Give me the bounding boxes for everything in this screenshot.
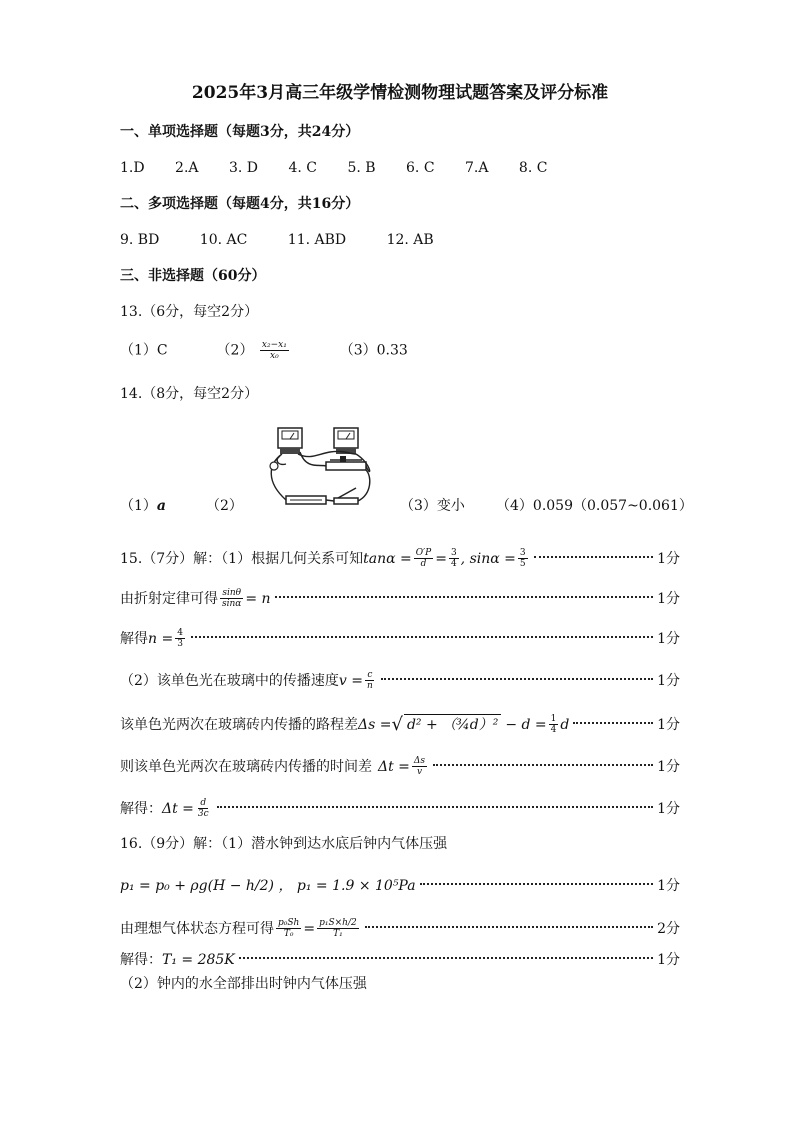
fraction-denominator: 4 — [450, 559, 457, 569]
fraction-denominator: v — [416, 767, 423, 777]
fraction-numerator: 3 — [519, 548, 526, 558]
q16-line-2-math: p₁ = p₀ + ρg(H − h/2) ， p₁ = 1.9 × 10⁵Pa — [120, 878, 416, 894]
q15-line-3-text: 解得 — [120, 630, 148, 647]
q15-line-6-text: 则该单色光两次在玻璃砖内传播的时间差 — [120, 758, 372, 775]
leader-dots — [381, 678, 653, 680]
fraction-denominator: 5 — [519, 559, 526, 569]
fraction — [276, 918, 301, 939]
q15-line-4 — [120, 670, 680, 691]
q15-line-2-rhs: = n — [245, 590, 271, 607]
q14-answer-1-label: （1） — [120, 498, 157, 514]
q16-line-4-text: 解得： — [120, 952, 162, 968]
answer-2: 2.A — [175, 160, 199, 176]
fraction-numerator: sinθ — [222, 588, 242, 598]
leader-dots — [365, 926, 653, 928]
leader-dots — [534, 556, 653, 558]
fraction-numerator: p₁S×h/2 — [319, 918, 357, 928]
q13-answer-2-fraction — [260, 340, 289, 361]
fraction-numerator: 4 — [177, 628, 183, 638]
q15-line-3 — [120, 628, 680, 649]
section1-answers — [120, 158, 547, 178]
q15-line-6-lhs: Δt = — [378, 758, 410, 775]
q16-line-3-text: 由理想气体状态方程可得 — [120, 920, 274, 937]
fraction — [220, 588, 243, 609]
q15-line-5-text: 该单色光两次在玻璃砖内传播的路程差 — [120, 716, 358, 733]
equals-sign: = — [303, 920, 316, 937]
fraction-numerator: c — [367, 670, 373, 680]
q15-line-6 — [120, 756, 680, 777]
answer-7: 7.A — [465, 160, 489, 176]
fraction-numerator: O′P — [415, 548, 432, 558]
fraction — [365, 670, 375, 691]
q14-header: 14.（8分，每空2分） — [120, 386, 259, 402]
q15-line-7-text: 解得： — [120, 800, 162, 817]
q15-line-4-lhs: v = — [338, 672, 364, 689]
section2-answers — [120, 230, 434, 250]
answer-9: 9. BD — [120, 232, 160, 248]
q14-answer-1-value: a — [156, 498, 166, 514]
ammeter-left — [278, 428, 302, 454]
section1-heading: 一、单项选择题（每题3分，共24分） — [120, 124, 360, 140]
fraction-denominator: 4 — [550, 725, 557, 735]
score: 1分 — [657, 800, 680, 817]
score: 1分 — [657, 952, 680, 968]
fraction-denominator: T₀ — [283, 929, 294, 939]
q14-answer-4: （4）0.059（0.057~0.061） — [496, 498, 693, 514]
wires — [271, 451, 370, 501]
fraction-numerator: Δs — [413, 756, 426, 766]
fraction-denominator: T₁ — [333, 929, 343, 939]
q15-line-5 — [120, 714, 680, 735]
leader-dots — [239, 957, 653, 959]
fraction-denominator: n — [367, 681, 373, 691]
rheostat — [326, 456, 366, 470]
circuit-diagram — [260, 424, 380, 516]
fraction-numerator: p₀Sh — [278, 918, 300, 928]
sqrt-content: d² + （¾d）² — [404, 714, 501, 735]
q15-line-1 — [120, 548, 680, 569]
answer-3: 3. D — [228, 160, 259, 176]
fraction-denominator: 3 — [177, 639, 183, 649]
q15-line-1-text: 15.（7分）解：（1）根据几何关系可知 — [120, 550, 364, 567]
q13-answers — [120, 340, 408, 361]
section2-heading: 二、多项选择题（每题4分，共16分） — [120, 196, 360, 212]
leader-dots — [573, 722, 653, 724]
q13-answer-1: （1）C — [120, 342, 168, 359]
q16-line-2 — [120, 876, 680, 896]
answer-5: 5. B — [347, 160, 376, 176]
fraction-denominator: d — [420, 559, 427, 569]
fraction — [412, 756, 427, 777]
q14-answer-3: （3）变小 — [400, 498, 465, 514]
answer-6: 6. C — [406, 160, 435, 176]
answer-1: 1.D — [120, 160, 145, 176]
fraction — [414, 548, 433, 569]
q15-line-3-lhs: n = — [148, 630, 174, 647]
q16-line-3 — [120, 918, 680, 939]
q15-line-5-lhs: Δs = — [358, 716, 392, 733]
fraction — [549, 714, 559, 735]
leader-dots — [217, 806, 653, 808]
answer-4: 4. C — [288, 160, 317, 176]
q15-line-5-tail: d — [560, 716, 570, 733]
fraction — [196, 798, 211, 819]
leader-dots — [191, 636, 653, 638]
score: 1分 — [657, 590, 680, 607]
fraction-denominator: 3c — [197, 809, 209, 819]
score: 2分 — [657, 920, 680, 937]
q15-line-1-math: tanα = — [363, 550, 412, 567]
q16-line-4-math: T₁ = 285K — [162, 952, 235, 968]
answer-10: 10. AC — [199, 232, 248, 248]
q15-line-2 — [120, 588, 680, 609]
score: 1分 — [657, 716, 680, 733]
q16-line-1: 16.（9分）解：（1）潜水钟到达水底后钟内气体压强 — [120, 836, 448, 852]
q15-line-5-rhs: − d = — [505, 716, 547, 733]
q15-line-4-text: （2）该单色光在玻璃中的传播速度 — [120, 672, 339, 689]
switch — [334, 488, 358, 504]
fraction-denominator: sinα — [222, 599, 242, 609]
equals-sign: = — [435, 550, 447, 567]
q13-answer-2-label: （2） — [216, 342, 254, 359]
q15-line-7 — [120, 798, 680, 819]
q14-answer-2-label: （2） — [206, 498, 243, 514]
q15-line-7-lhs: Δt = — [162, 800, 194, 817]
battery — [286, 496, 326, 504]
leader-dots — [433, 764, 653, 766]
score: 1分 — [657, 550, 680, 567]
q15-line-2-text: 由折射定律可得 — [120, 590, 218, 607]
score: 1分 — [657, 672, 680, 689]
leader-dots — [420, 883, 654, 885]
answer-11: 11. ABD — [287, 232, 347, 248]
fraction — [518, 548, 528, 569]
voltmeter-right — [334, 428, 358, 454]
page-title: 2025年3月高三年级学情检测物理试题答案及评分标准 — [191, 83, 609, 103]
score: 1分 — [657, 758, 680, 775]
fraction — [317, 918, 359, 939]
leader-dots — [275, 596, 654, 598]
fraction-numerator: d — [200, 798, 207, 808]
answer-8: 8. C — [518, 160, 548, 176]
q13-header: 13.（6分，每空2分） — [120, 304, 259, 320]
q16-line-4 — [120, 950, 680, 970]
score: 1分 — [657, 630, 680, 647]
fraction-numerator: 3 — [450, 548, 457, 558]
answer-12: 12. AB — [386, 232, 434, 248]
fraction-numerator: 1 — [550, 714, 557, 724]
sqrt-sign: √ — [391, 713, 403, 735]
q14-answer-1 — [120, 496, 166, 516]
q16-line-5: （2）钟内的水全部排出时钟内气体压强 — [120, 976, 367, 992]
fraction — [449, 548, 459, 569]
score: 1分 — [657, 878, 680, 894]
fraction — [175, 628, 185, 649]
fraction-denominator: x₀ — [270, 351, 279, 361]
q13-answer-3: （3）0.33 — [339, 342, 408, 359]
fraction-numerator: x₂−x₁ — [261, 340, 287, 350]
section3-heading: 三、非选择题（60分） — [120, 268, 266, 284]
q15-line-1-math-2: , sinα = — [460, 550, 516, 567]
